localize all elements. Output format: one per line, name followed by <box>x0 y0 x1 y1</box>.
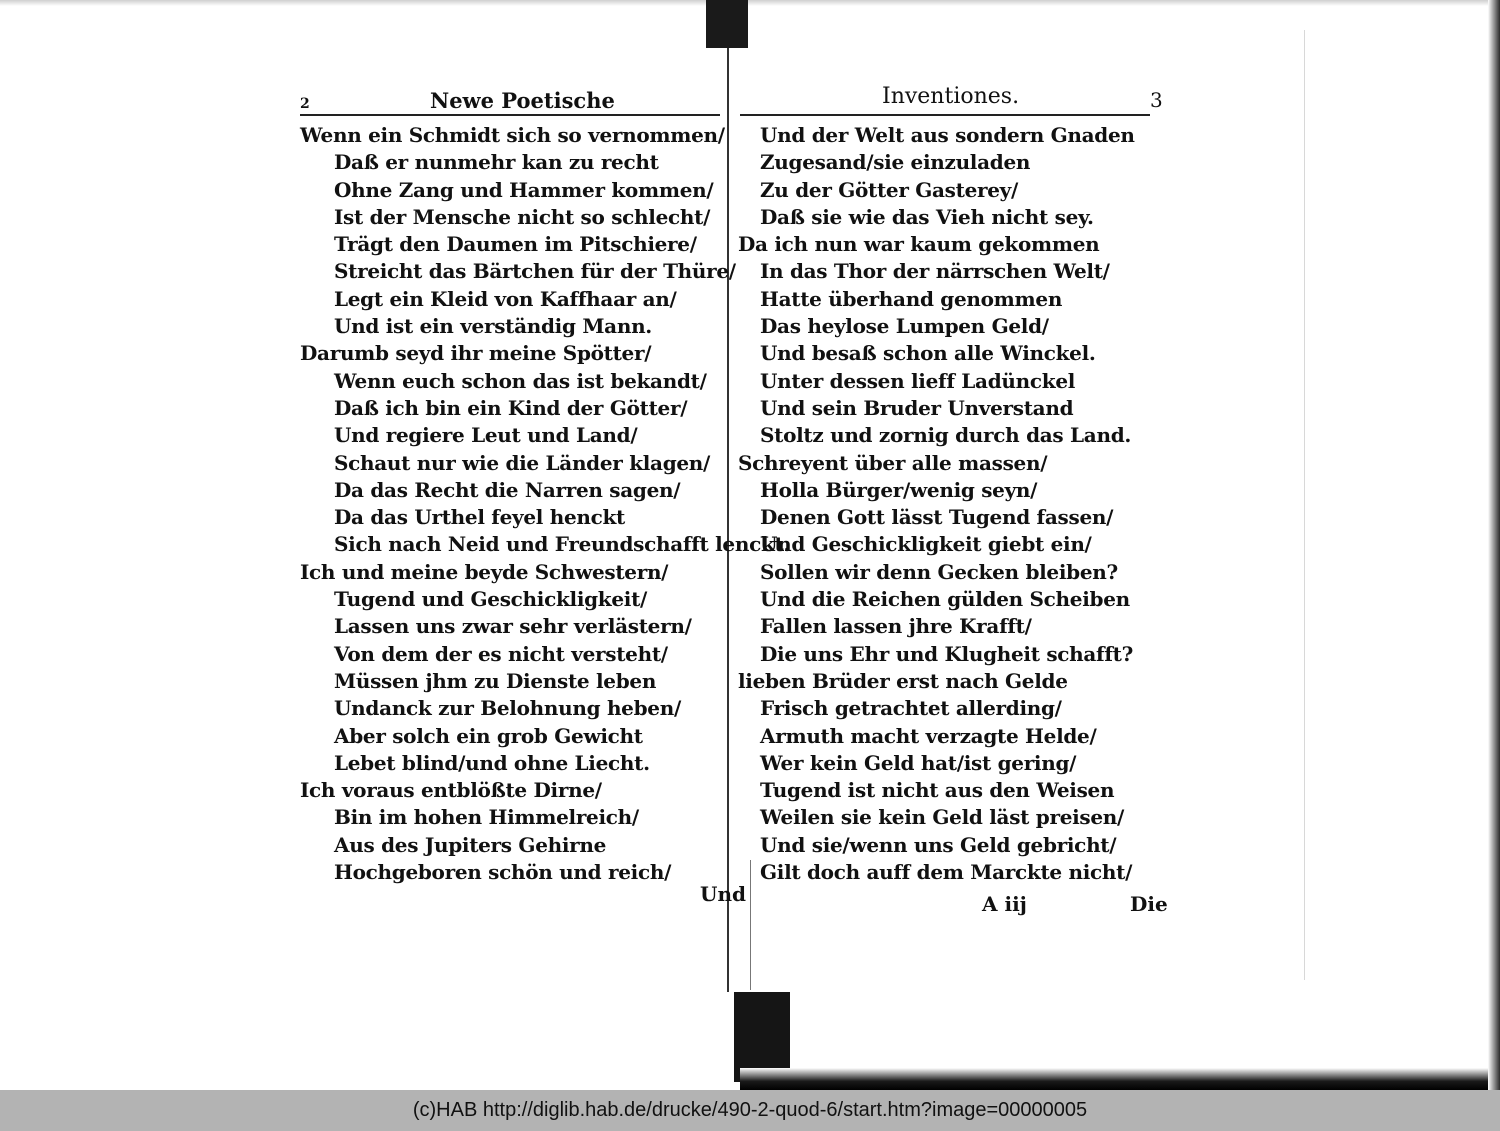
verse-line: Aus des Jupiters Gehirne <box>334 832 607 857</box>
verse-line: Daß sie wie das Vieh nicht sey. <box>760 204 1094 229</box>
verse-line: Schaut nur wie die Länder klagen/ <box>334 450 711 475</box>
verse-line: Lebet blind/und ohne Liecht. <box>334 750 650 775</box>
right-running-title: Inventiones. <box>882 84 1020 109</box>
right-verse-lines <box>738 122 1168 886</box>
right-page-number: 3 <box>1150 88 1163 112</box>
page-edge-right <box>1304 30 1305 980</box>
verse-line: Streicht das Bärtchen für der Thüre/ <box>334 259 736 284</box>
verse-line: Und Geschickligkeit giebt ein/ <box>760 532 1092 557</box>
verse-line: Frisch getrachtet allerding/ <box>760 696 1062 721</box>
verse-line: Ich und meine beyde Schwestern/ <box>300 559 669 584</box>
verse-line: Hochgeboren schön und reich/ <box>334 860 672 885</box>
bottom-edge-shadow <box>740 1068 1500 1090</box>
verse-line: Bin im hohen Himmelreich/ <box>334 805 639 830</box>
verse-line: Legt ein Kleid von Kaffhaar an/ <box>334 286 677 311</box>
left-page <box>300 86 791 906</box>
verse-line: Von dem der es nicht versteht/ <box>334 641 668 666</box>
verse-line: Gilt doch auff dem Marckte nicht/ <box>760 860 1133 885</box>
right-running-head <box>738 86 1168 116</box>
verse-line: Ich voraus entblößte Dirne/ <box>300 778 602 803</box>
verse-line: Und regiere Leut und Land/ <box>334 423 638 448</box>
verse-line: Stoltz und zornig durch das Land. <box>760 423 1132 448</box>
verse-line: Tugend ist nicht aus den Weisen <box>760 778 1115 803</box>
verse-line: Armuth macht verzagte Helde/ <box>760 723 1097 748</box>
right-catchword: Die <box>1130 892 1168 916</box>
verse-line: Sich nach Neid und Freundschafft lenckt. <box>334 532 791 557</box>
left-page-number: 2 <box>300 96 310 112</box>
left-running-title: Newe Poetische <box>430 88 615 113</box>
left-head-rule <box>300 114 720 116</box>
verse-line: Da das Urthel feyel henckt <box>334 505 625 530</box>
verse-line: Denen Gott lässt Tugend fassen/ <box>760 505 1114 530</box>
verse-line: Und besaß schon alle Winckel. <box>760 341 1096 366</box>
scan-edge-top <box>0 0 1500 6</box>
verse-line: Wer kein Geld hat/ist gering/ <box>760 750 1077 775</box>
verse-line: Darumb seyd ihr meine Spötter/ <box>300 341 652 366</box>
verse-line: Wenn ein Schmidt sich so vernommen/ <box>300 123 725 147</box>
verse-line: Fallen lassen jhre Krafft/ <box>760 614 1032 639</box>
verse-line: Ist der Mensche nicht so schlecht/ <box>334 204 711 229</box>
right-head-rule <box>740 114 1150 116</box>
verse-line: Tugend und Geschickligkeit/ <box>334 587 648 612</box>
verse-line: Trägt den Daumen im Pitschiere/ <box>334 232 697 257</box>
verse-line: Sollen wir denn Gecken bleiben? <box>760 559 1118 584</box>
verse-line: lieben Brüder erst nach Gelde <box>738 668 1068 693</box>
verse-line: Wenn euch schon das ist bekandt/ <box>334 368 707 393</box>
footer-credit-text: (c)HAB http://diglib.hab.de/drucke/490-2-quod-6/start.htm?image=00000005 <box>412 1099 1088 1121</box>
left-catchword: Und <box>700 882 746 906</box>
verse-line: Daß er nunmehr kan zu recht <box>334 150 659 175</box>
verse-line: Schreyent über alle massen/ <box>738 450 1048 475</box>
verse-line: Ohne Zang und Hammer kommen/ <box>334 177 714 202</box>
spine-shadow-top <box>706 0 748 48</box>
verse-line: Aber solch ein grob Gewicht <box>334 723 643 748</box>
right-edge-shadow <box>1488 0 1500 1090</box>
verse-line: Müssen jhm zu Dienste leben <box>334 668 657 693</box>
right-signature-mark: A iij <box>982 892 1027 916</box>
verse-line: Und der Welt aus sondern Gnaden <box>760 123 1135 147</box>
verse-line: Daß ich bin ein Kind der Götter/ <box>334 395 688 420</box>
verse-line: Und ist ein verständig Mann. <box>334 314 652 339</box>
verse-line: Undanck zur Belohnung heben/ <box>334 696 681 721</box>
verse-line: Und die Reichen gülden Scheiben <box>760 587 1130 612</box>
verse-line: Hatte überhand genommen <box>760 286 1063 311</box>
left-verse-lines <box>300 122 791 886</box>
credit-footer <box>0 1090 1500 1131</box>
verse-line: Weilen sie kein Geld läst preisen/ <box>760 805 1125 830</box>
right-page <box>738 84 1168 916</box>
verse-line: Da ich nun war kaum gekommen <box>738 232 1100 257</box>
verse-line: Da das Recht die Narren sagen/ <box>334 477 681 502</box>
verse-line: Lassen uns zwar sehr verlästern/ <box>334 614 692 639</box>
verse-line: Und sein Bruder Unverstand <box>760 395 1074 420</box>
left-running-head <box>300 86 730 116</box>
verse-line: Das heylose Lumpen Geld/ <box>760 314 1049 339</box>
verse-line: Zu der Götter Gasterey/ <box>760 177 1018 202</box>
verse-line: Holla Bürger/wenig seyn/ <box>760 477 1038 502</box>
verse-line: Und sie/wenn uns Geld gebricht/ <box>760 832 1117 857</box>
verse-line: Die uns Ehr und Klugheit schafft? <box>760 641 1134 666</box>
verse-line: Unter dessen lieff Ladünckel <box>760 368 1076 393</box>
verse-line: In das Thor der närrschen Welt/ <box>760 259 1110 284</box>
verse-line: Zugesand/sie einzuladen <box>760 150 1031 175</box>
